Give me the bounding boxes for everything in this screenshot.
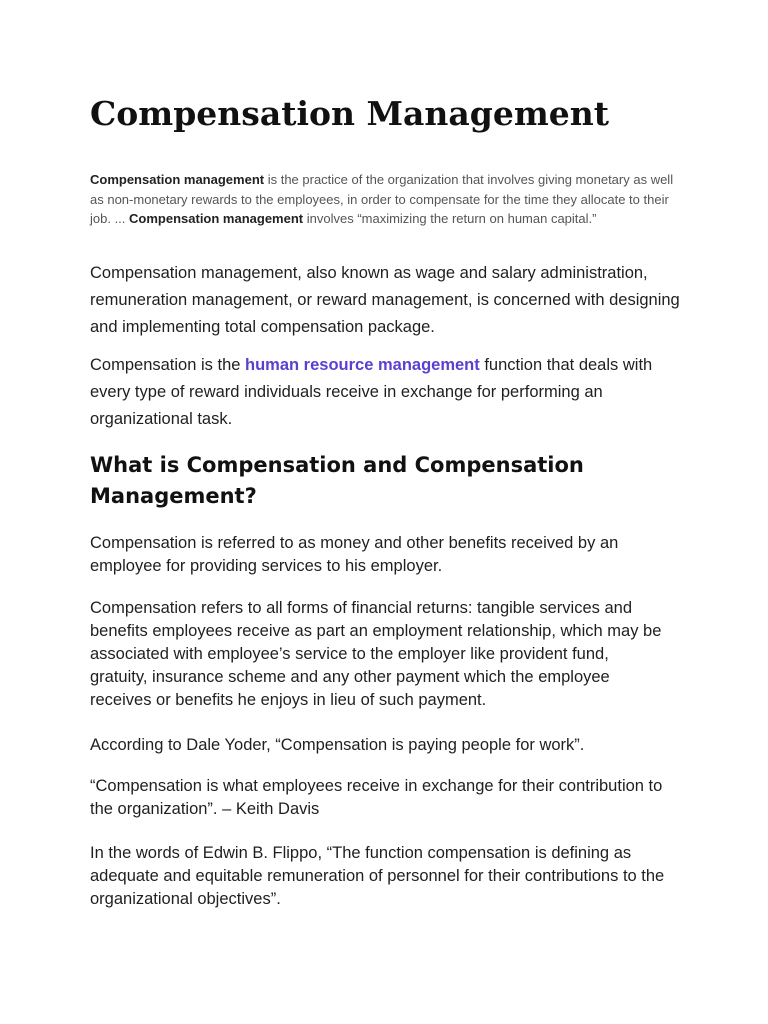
paragraph-dale-yoder: According to Dale Yoder, “Compensation is paying people for work”. xyxy=(90,736,585,754)
paragraph-hrm-function xyxy=(90,352,680,433)
paragraph-edwin-flippo: In the words of Edwin B. Flippo, “The function compensation is defining as adequate and equitable remuneration of personnel for their contributions to the organizational objectives”. xyxy=(90,844,665,908)
intro-term-1: Compensation management xyxy=(90,172,265,187)
intro-paragraph xyxy=(90,170,680,229)
paragraph-hrm-after: function that deals with every type of reward individuals receive in exchange for performing an organizational task. xyxy=(90,356,653,428)
section-heading: What is Compensation and Compensation Management? xyxy=(90,453,584,508)
hrm-link[interactable]: human resource management xyxy=(245,356,480,374)
paragraph-compensation-meaning: Compensation is referred to as money and other benefits received by an employee for providing services to his employer. xyxy=(90,534,619,575)
paragraph-keith-davis: “Compensation is what employees receive in exchange for their contribution to the organization”. – Keith Davis xyxy=(90,777,663,818)
intro-term-2: Compensation management xyxy=(129,211,304,226)
paragraph-definition: Compensation management, also known as wage and salary administration, remuneration management, or reward management, is concerned with designing and implementing total compensation package. xyxy=(90,264,680,336)
intro-text-1: is the practice of the organization that involves giving monetary as well as non-monetary rewards to the employees, in order to compensate for the time they allocate to their job. ... xyxy=(90,172,674,226)
page-title: Compensation Management xyxy=(90,94,609,133)
intro-text-2: involves “maximizing the return on human capital.” xyxy=(303,211,597,226)
paragraph-hrm-before: Compensation is the xyxy=(90,356,246,374)
paragraph-financial-returns: Compensation refers to all forms of financial returns: tangible services and benefits employees receive as part an employment relationship, which may be associated with employee’s service to the employer like provident fund, gratuity, insurance scheme and any other payment which the employee receives or benefits he enjoys in lieu of such payment. xyxy=(90,599,662,709)
